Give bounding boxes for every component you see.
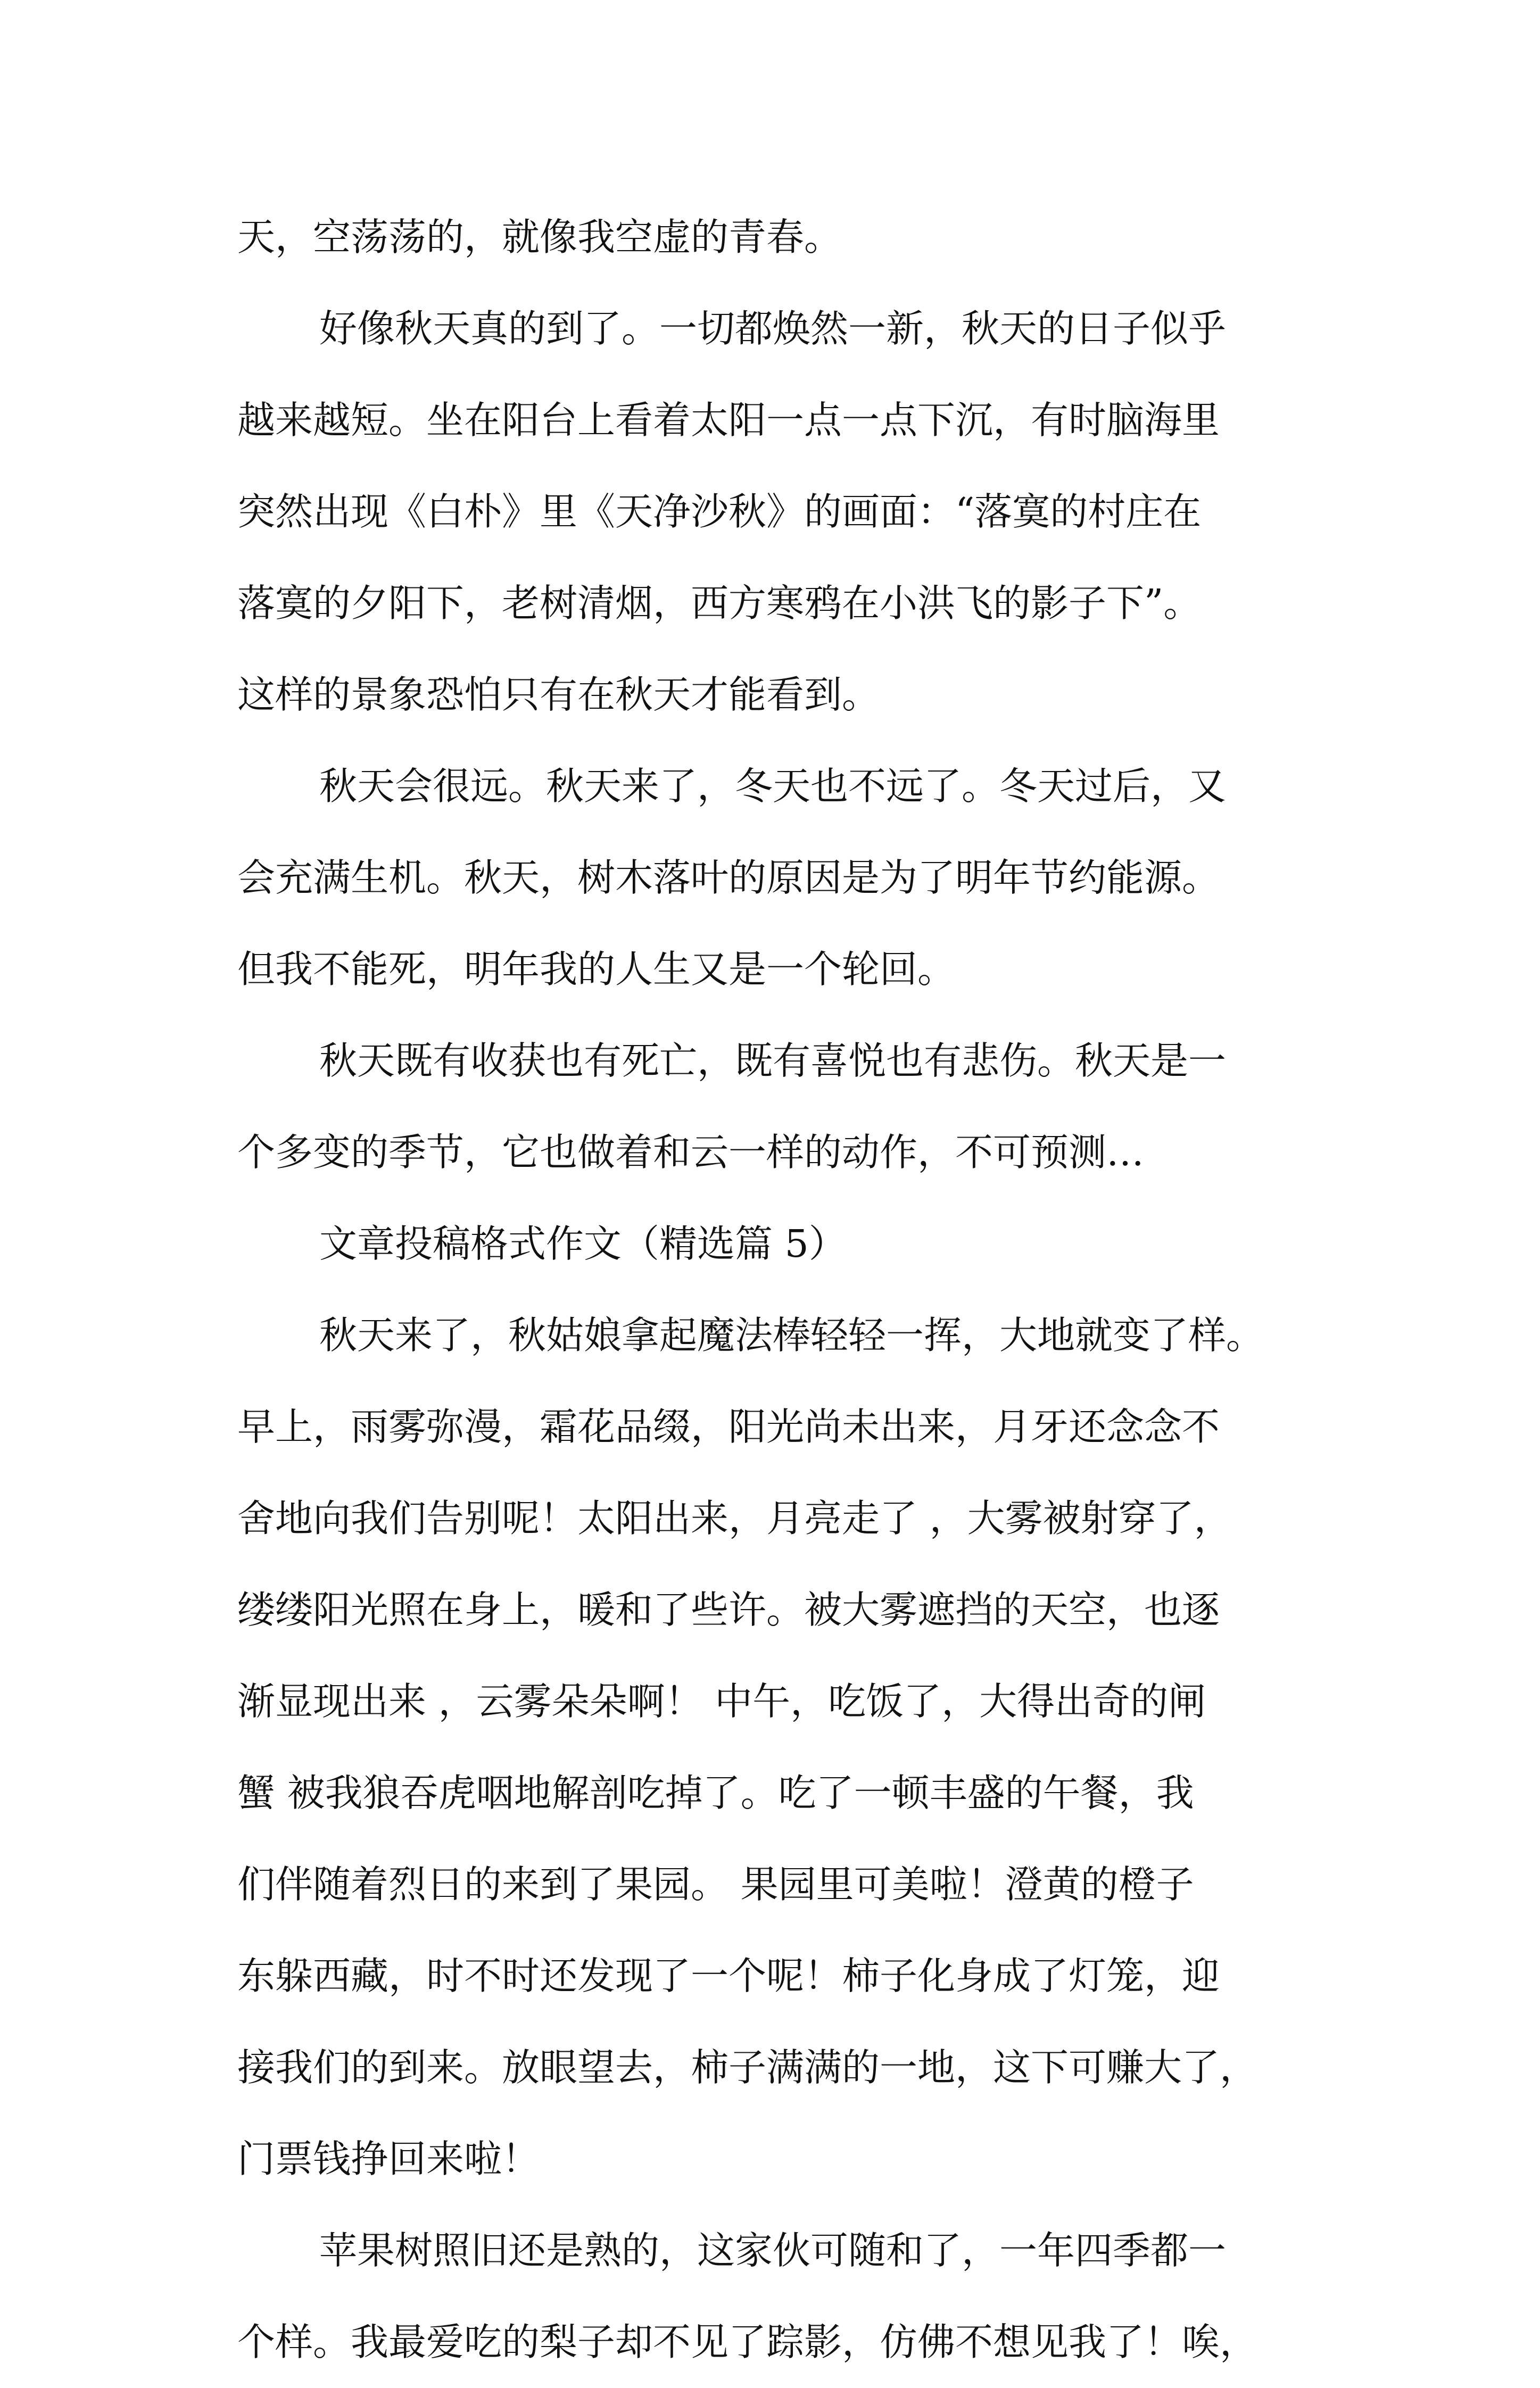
text-line: 秋天来了，秋姑娘拿起魔法棒轻轻一挥，大地就变了样。 bbox=[319, 1313, 1264, 1357]
text-line: 天，空荡荡的，就像我空虚的青春。 bbox=[237, 215, 842, 259]
text-line: 秋天既有收获也有死亡，既有喜悦也有悲伤。秋天是一 bbox=[319, 1039, 1227, 1083]
text-line: 蟹 被我狼吞虎咽地解剖吃掉了。吃了一顿丰盛的午餐，我 bbox=[237, 1771, 1194, 1815]
text-line: 门票钱挣回来啦！ bbox=[237, 2137, 540, 2181]
text-line: 舍地向我们告别呢！太阳出来，月亮走了 ，大雾被射穿了， bbox=[237, 1496, 1232, 1540]
text-line: 秋天会很远。秋天来了，冬天也不远了。冬天过后，又 bbox=[319, 764, 1227, 808]
text-line: 渐显现出来 ，云雾朵朵啊！ 中午，吃饭了，大得出奇的闸 bbox=[237, 1679, 1206, 1723]
text-line: 突然出现《白朴》里《天净沙秋》的画面：“落寞的村庄在 bbox=[237, 490, 1202, 534]
text-line: 个样。我最爱吃的梨子却不见了踪影，仿佛不想见我了！唉， bbox=[237, 2320, 1258, 2364]
text-line: 文章投稿格式作文（精选篇 5） bbox=[319, 1222, 847, 1266]
text-line: 会充满生机。秋天，树木落叶的原因是为了明年节约能源。 bbox=[237, 856, 1220, 900]
text-line: 东躲西藏，时不时还发现了一个呢！柿子化身成了灯笼，迎 bbox=[237, 1954, 1220, 1998]
text-line: 接我们的到来。放眼望去，柿子满满的一地，这下可赚大了， bbox=[237, 2045, 1258, 2090]
text-line: 好像秋天真的到了。一切都焕然一新，秋天的日子似乎 bbox=[319, 306, 1227, 351]
text-line: 这样的景象恐怕只有在秋天才能看到。 bbox=[237, 673, 880, 717]
text-line: 苹果树照旧还是熟的，这家伙可随和了，一年四季都一 bbox=[319, 2228, 1227, 2273]
text-line: 个多变的季节，它也做着和云一样的动作，不可预测… bbox=[237, 1130, 1145, 1174]
text-line: 缕缕阳光照在身上，暖和了些许。被大雾遮挡的天空，也逐 bbox=[237, 1588, 1220, 1632]
text-line: 们伴随着烈日的来到了果园。 果园里可美啦！澄黄的橙子 bbox=[237, 1862, 1194, 1906]
text-line: 落寞的夕阳下，老树清烟，西方寒鸦在小洪飞的影子下”。 bbox=[237, 581, 1202, 625]
text-line: 早上，雨雾弥漫，霜花品缀，阳光尚未出来，月牙还念念不 bbox=[237, 1405, 1220, 1449]
text-line: 越来越短。坐在阳台上看着太阳一点一点下沉，有时脑海里 bbox=[237, 398, 1220, 442]
article-body bbox=[237, 192, 1323, 2388]
text-line: 但我不能死，明年我的人生又是一个轮回。 bbox=[237, 947, 956, 991]
